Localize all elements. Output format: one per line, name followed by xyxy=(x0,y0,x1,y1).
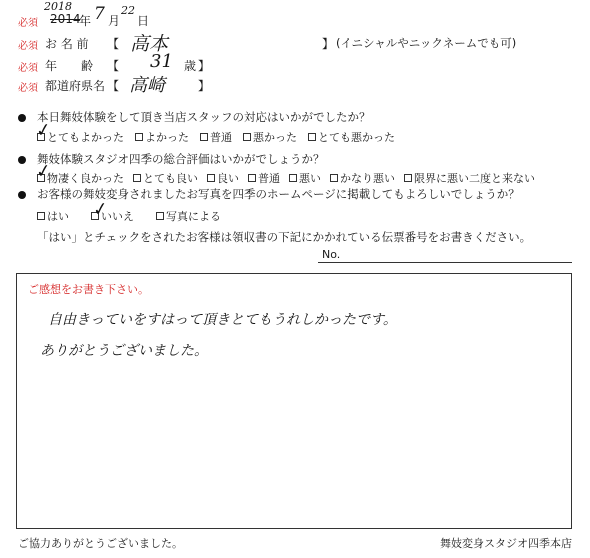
bracket-close: 】 xyxy=(322,37,335,51)
option-checkbox[interactable]: 良い xyxy=(207,170,239,186)
bullet-icon xyxy=(18,191,26,199)
checkbox-icon[interactable] xyxy=(37,212,45,220)
bracket-open: 【 xyxy=(107,79,120,93)
day-handwritten: 22 xyxy=(121,4,135,17)
checkbox-icon[interactable] xyxy=(156,212,164,220)
month-suffix: 月 xyxy=(108,14,121,28)
option-checkbox[interactable]: かなり悪い xyxy=(330,170,395,186)
age-unit: 歳 xyxy=(184,59,197,73)
photo-note: 「はい」とチェックをされたお客様は領収書の下記にかかれている伝票番号をお書きください。 xyxy=(37,230,532,244)
footer-thanks: ご協力ありがとうございました。 xyxy=(18,537,183,550)
ticket-label: No. xyxy=(322,248,341,261)
option-checkbox[interactable]: とても悪かった xyxy=(308,129,395,145)
bullet-icon xyxy=(18,156,26,164)
required-mark: 必須 xyxy=(18,18,38,29)
option-checkbox[interactable]: 悪い xyxy=(289,170,321,186)
handwritten-check-icon: ✓ xyxy=(34,160,53,183)
checkbox-icon[interactable] xyxy=(289,174,297,182)
bracket-open: 【 xyxy=(107,59,120,73)
handwritten-check-icon: ✓ xyxy=(91,198,110,221)
option-checkbox[interactable]: よかった xyxy=(135,129,189,145)
prefecture-label: 都道府県名 xyxy=(45,79,106,93)
option-checkbox[interactable]: とてもよかった xyxy=(37,129,124,145)
question-2-options xyxy=(37,170,535,186)
required-mark: 必須 xyxy=(18,41,38,52)
checkbox-icon[interactable] xyxy=(243,133,251,141)
option-checkbox[interactable]: 普通 xyxy=(200,129,232,145)
required-mark: 必須 xyxy=(18,83,38,94)
checkbox-icon[interactable] xyxy=(207,174,215,182)
option-checkbox[interactable]: 悪かった xyxy=(243,129,297,145)
required-mark: 必須 xyxy=(18,63,38,74)
question-1-text: 本日舞妓体験をして頂き当店スタッフの対応はいかがでしたか？ xyxy=(37,110,371,124)
age-handwritten: 31 xyxy=(150,51,173,72)
bracket-open: 【 xyxy=(107,37,120,51)
comment-line-2: ありがとうございました。 xyxy=(40,343,208,359)
question-2-text: 舞妓体験スタジオ四季の総合評価はいかがでしょうか？ xyxy=(37,152,325,166)
name-label: お 名 前 xyxy=(45,37,89,51)
handwritten-check-icon: ✓ xyxy=(34,119,53,142)
bracket-close: 】 xyxy=(198,59,211,73)
name-note: (イニシャルやニックネームでも可) xyxy=(336,36,517,50)
year-printed-struck: 2014 xyxy=(50,12,81,26)
checkbox-icon[interactable] xyxy=(308,133,316,141)
question-3-options xyxy=(37,208,232,224)
checkbox-icon[interactable] xyxy=(135,133,143,141)
year-suffix: 年 xyxy=(79,14,92,28)
day-suffix: 日 xyxy=(137,14,150,28)
comment-heading: ご感想をお書き下さい。 xyxy=(28,283,149,296)
age-label: 年 齢 xyxy=(45,59,94,73)
prefecture-handwritten: 高崎 xyxy=(129,75,165,96)
option-checkbox[interactable]: 物凄く良かった xyxy=(37,170,124,186)
option-checkbox[interactable]: 限界に悪い二度と来ない xyxy=(404,170,535,186)
checkbox-icon[interactable] xyxy=(133,174,141,182)
name-handwritten: 高本 xyxy=(130,33,169,55)
option-checkbox[interactable]: とても良い xyxy=(133,170,198,186)
option-checkbox[interactable]: いいえ xyxy=(91,208,134,224)
month-handwritten: 7 xyxy=(94,4,105,24)
checkbox-icon[interactable] xyxy=(330,174,338,182)
option-checkbox[interactable]: はい xyxy=(37,208,69,224)
option-checkbox[interactable]: 写真による xyxy=(156,208,221,224)
option-checkbox[interactable]: 普通 xyxy=(248,170,280,186)
checkbox-icon[interactable] xyxy=(200,133,208,141)
comment-line-1: 自由きっていをすはって頂きとてもうれしかったです。 xyxy=(48,312,397,328)
ticket-number-line[interactable] xyxy=(318,262,572,263)
bracket-close: 】 xyxy=(198,79,211,93)
bullet-icon xyxy=(18,114,26,122)
checkbox-icon[interactable] xyxy=(404,174,412,182)
footer-shop-name: 舞妓変身スタジオ四季本店 xyxy=(440,537,572,550)
question-1-options xyxy=(37,129,406,145)
question-3-text: お客様の舞妓変身されましたお写真を四季のホームページに掲載してもよろしいでしょうか？ xyxy=(37,187,520,201)
checkbox-icon[interactable] xyxy=(248,174,256,182)
year-handwritten: 2018 xyxy=(44,0,72,13)
